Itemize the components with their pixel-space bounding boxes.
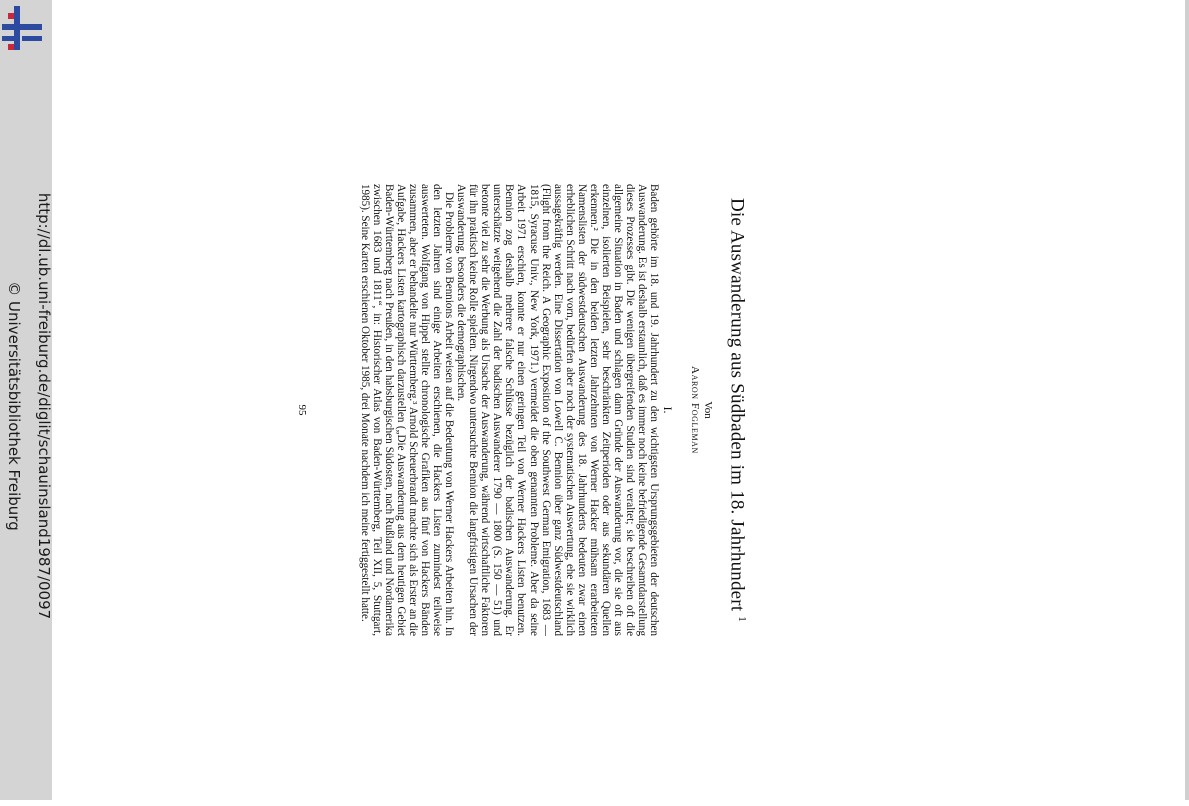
paragraph: Baden gehörte im 18. und 19. Jahrhundert zu den wichtigsten Ursprungsgebieten der deutschen Auswanderung. Es ist deshalb erstaunlich, daß es immer noch keine befriedigende Gesamtdarstellung dieses Prozesses gibt. Die wenigen übergreifenden Studien sind veraltet; sie beschreiben oft die allgemeine Situation in Baden und schlagen dann Gründe der Auswanderung vor, die sie oft aus einzelnen, isolierten Beispielen, sehr beschränkten Zeitperioden oder aus sekundären Quellen erkennen.² Die in den beiden letzten Jahrzehnten von Werner Hacker mühsam erarbeiteten Namenslisten der südwestdeutschen Auswanderung des 18. Jahrhunderts bedeuten zwar einen erheblichen Schritt nach vorn, bedürfen aber noch der systematischen Auswertung, ehe sie wirklich aussagekräftig werden. Eine Dissertation von Lowell C. Bennion über ganz Südwestdeutschland (Flight from the Reich. A Geographic Exposition of the Southwest German Emigration, 1683 — 1815, Syracuse Univ., New York, 1971.) vermeidet die oben genannten Probleme. Aber da seine Arbeit 1971 erschien, konnte er nur einen geringen Teil von Werner Hackers Listen benutzen. Bennion zog deshalb mehrere falsche Schlüsse bezüglich der badischen Auswanderung. Er unterschätzte weitgehend die Zahl der badischen Auswanderer 1790 — 1800 (S. 150 — 51) und betonte viel zu sehr die Werbung als Ursache der Auswanderung, während wirtschaftliche Faktoren für ihn praktisch keine Rolle spielten. Nirgendwo untersuchte Bennion die langfristigen Ursachen der Auswanderung, besonders die demographischen. [455, 184, 660, 636]
page-number: 95 [296, 404, 308, 416]
sidebar-strip [0, 0, 52, 800]
source-url[interactable]: http://dl.ub.uni-freiburg.de/diglit/schauinsland1987/0097 [35, 192, 53, 620]
paragraph: Die Probleme von Bennions Arbeit weisen auf die Bedeutung von Werner Hackers Arbeiten hin. In den letzten Jahren sind einige Arbeiten erschienen, die Hackers Listen zumindest teilweise auswerteten. Wolfgang von Hippel stellte chronologische Grafiken aus fünf von Hackers Bänden zusammen, aber er behandelte nur Württemberg.³ Arnold Scheuerbrandt machte sich als Erster an die Aufgabe, Hackers Listen kartographisch darzustellen („Die Auswanderung aus dem heutigen Gebiet Baden-Württemberg nach Preußen, in den habsburgischen Südosten, nach Rußland und Nordamerika zwischen 1683 und 1811“, in: Historischer Atlas von Baden-Württemberg, Teil XII, 5, Stuttgart, 1985). Seine Karten erschienen Oktober 1985, drei Monate nachdem ich meine fertiggestellt hatte. [358, 184, 456, 636]
section-heading: I. [661, 406, 675, 414]
author-name: Aaron Fogleman [689, 366, 701, 454]
article-title: Die Auswanderung aus Südbaden im 18. Jahrhundert $^1$ [726, 198, 748, 622]
byline-von: Von [702, 401, 714, 419]
page-edge [1185, 0, 1189, 800]
article-body [359, 184, 660, 636]
copyright-notice: © Universitätsbibliothek Freiburg [5, 281, 23, 531]
document-page [280, 170, 760, 640]
title-footnote-marker: 1 [736, 616, 748, 622]
